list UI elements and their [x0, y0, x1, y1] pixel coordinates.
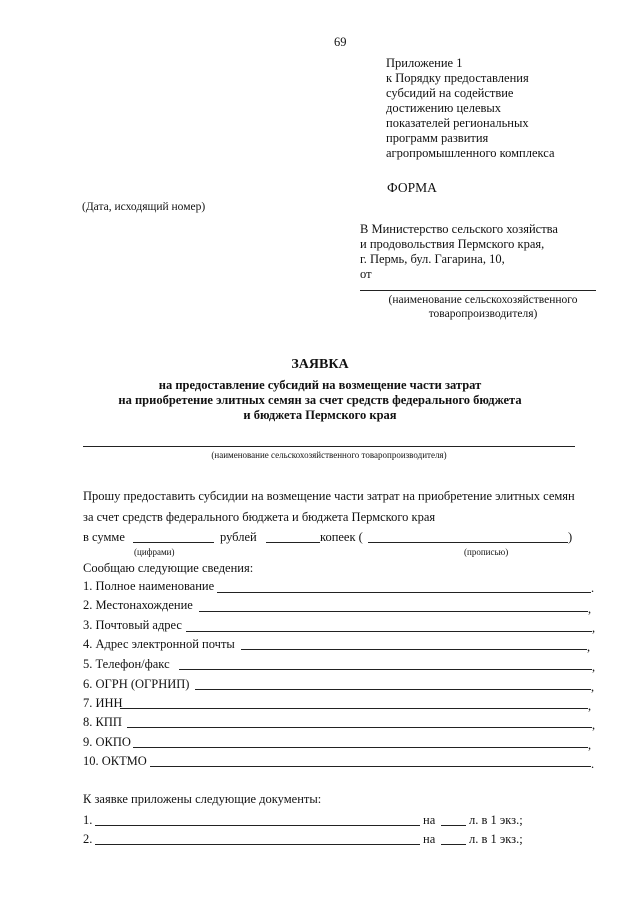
info-item-postal-address: 3. Почтовый адрес [83, 618, 182, 632]
attachment-tail: л. в 1 экз.; [469, 813, 523, 827]
addressee-line: г. Пермь, бул. Гагарина, 10, [360, 252, 505, 266]
addressee-line: В Министерство сельского хозяйства [360, 222, 558, 236]
comma: , [588, 699, 592, 713]
info-item-full-name: 1. Полное наименование [83, 579, 215, 593]
request-line-1: Прошу предоставить субсидии на возмещение части затрат на приобретение элитных семян [83, 489, 575, 503]
comma: , [588, 602, 592, 616]
okpo-field[interactable] [133, 735, 588, 748]
request-line-2: за счет средств федерального бюджета и бюджета Пермского края [83, 510, 436, 524]
oktmo-field[interactable] [150, 754, 591, 767]
appendix-line: к Порядку предоставления [386, 71, 529, 85]
subtitle-line: на приобретение элитных семян за счет средств федерального бюджета [118, 393, 522, 407]
full-name-field[interactable] [217, 580, 591, 593]
info-intro: Сообщаю следующие сведения: [83, 561, 254, 575]
info-item-phone: 5. Телефон/факс [83, 657, 170, 671]
close-paren: ) [568, 530, 573, 544]
comma: , [587, 640, 591, 654]
phone-field[interactable] [179, 657, 592, 670]
info-item-ogrn: 6. ОГРН (ОГРНИП) [83, 677, 190, 691]
comma: , [592, 660, 596, 674]
rubles-label: рублей [220, 530, 257, 544]
attachments-intro: К заявке приложены следующие документы: [83, 792, 322, 806]
kpp-field[interactable] [127, 715, 592, 728]
addressee-caption [360, 293, 606, 321]
producer-caption: (наименование сельскохозяйственного товаропроизводителя) [211, 450, 447, 460]
appendix-line: программ развития [386, 131, 489, 145]
document-title: ЗАЯВКА [291, 357, 349, 372]
attachment-na: на [423, 832, 436, 846]
attachment-pages-field[interactable] [441, 832, 466, 845]
addressee-line: от [360, 267, 372, 281]
ogrn-field[interactable] [195, 677, 591, 690]
appendix-line: показателей региональных [386, 116, 529, 130]
date-label: (Дата, исходящий номер) [82, 201, 206, 213]
period: . [591, 757, 595, 771]
appendix-block [386, 56, 626, 161]
sum-row [83, 529, 125, 545]
kopecks-field[interactable] [266, 530, 320, 543]
attachment-name-field[interactable] [95, 813, 420, 826]
sum-digits-field[interactable] [133, 530, 214, 543]
subtitle-line: и бюджета Пермского края [243, 408, 397, 422]
location-field[interactable] [199, 599, 588, 612]
info-item-inn: 7. ИНН [83, 696, 123, 710]
producer-name-field[interactable] [83, 446, 575, 447]
addressee-caption-line: (наименование сельскохозяйственного [388, 294, 578, 306]
sum-words-field[interactable] [368, 530, 568, 543]
appendix-line: достижению целевых [386, 101, 502, 115]
subtitle-line: на предоставление субсидий на возмещение части затрат [158, 378, 482, 392]
addressee-line: и продовольствия Пермского края, [360, 237, 545, 251]
document-subtitle [50, 378, 590, 423]
comma: , [592, 718, 596, 732]
info-item-kpp: 8. КПП [83, 715, 122, 729]
attachment-tail: л. в 1 экз.; [469, 832, 523, 846]
attachment-name-field[interactable] [95, 832, 420, 845]
attachment-na: на [423, 813, 436, 827]
comma: , [592, 621, 596, 635]
appendix-line: субсидий на содействие [386, 86, 514, 100]
postal-address-field[interactable] [186, 619, 592, 632]
info-item-oktmo: 10. ОКТМО [83, 754, 147, 768]
attachment-number: 1. [83, 813, 93, 827]
words-caption: (прописью) [464, 547, 509, 557]
email-field[interactable] [241, 637, 587, 650]
page-number: 69 [334, 35, 347, 49]
comma: , [591, 680, 595, 694]
digits-caption: (цифрами) [134, 547, 175, 557]
info-item-location: 2. Местонахождение [83, 598, 193, 612]
kopecks-label: копеек ( [320, 530, 363, 544]
info-item-okpo: 9. ОКПО [83, 735, 131, 749]
attachment-pages-field[interactable] [441, 813, 466, 826]
appendix-line: агропромышленного комплекса [386, 146, 555, 160]
addressee-block [360, 222, 620, 282]
sum-prefix: в сумме [83, 530, 125, 544]
inn-field[interactable] [120, 696, 588, 709]
addressee-underline [360, 290, 596, 291]
info-item-email: 4. Адрес электронной почты [83, 637, 235, 651]
addressee-caption-line: товаропроизводителя) [428, 308, 538, 320]
attachment-number: 2. [83, 832, 93, 846]
form-label: ФОРМА [387, 180, 437, 195]
appendix-line: Приложение 1 [386, 56, 463, 70]
comma: , [588, 738, 592, 752]
period: . [591, 581, 595, 595]
